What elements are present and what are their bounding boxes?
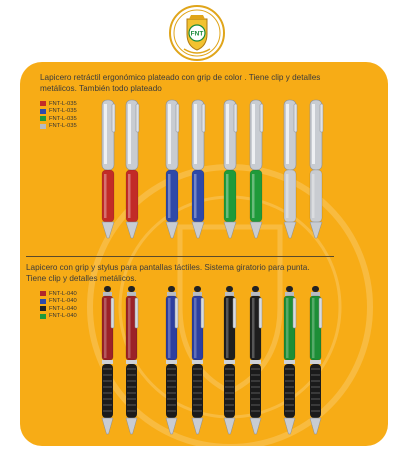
code-label: FNT-L-035: [49, 123, 77, 130]
catalog-card: [20, 62, 388, 446]
section2-description: Lapicero con grip y stylus para pantallas táctiles. Sistema giratorio para punta. Tiene clip y detalles metálicos.: [26, 263, 310, 283]
code-label: FNT-L-035: [49, 115, 77, 122]
section-divider: [26, 256, 334, 257]
section2-code-list: [40, 290, 77, 320]
code-item: [40, 290, 77, 298]
pen-image: [284, 100, 297, 238]
section2-pen-images: [100, 284, 330, 444]
color-swatch: [40, 306, 46, 311]
color-swatch: [40, 314, 46, 319]
code-item: [40, 298, 77, 306]
code-item: [40, 313, 77, 321]
color-swatch: [40, 124, 46, 129]
company-logo: [168, 4, 226, 62]
code-item: [40, 123, 77, 131]
pen-image: [166, 100, 179, 238]
pen-image: [224, 286, 236, 434]
pen-image: [224, 100, 237, 238]
pen-image: [250, 286, 262, 434]
code-label: FNT-L-035: [49, 108, 77, 115]
code-item: [40, 100, 77, 108]
pen-image: [192, 286, 204, 434]
pen-image: [310, 100, 323, 238]
code-item: [40, 115, 77, 123]
pen-image: [126, 100, 139, 238]
code-label: FNT-L-040: [49, 305, 77, 312]
section1-pen-images: [100, 98, 330, 246]
section1-description: Lapicero retráctil ergonómico plateado con grip de color . Tiene clip y detalles metálicos. También todo plateado: [40, 73, 321, 93]
pen-image: [284, 286, 296, 434]
color-swatch: [40, 291, 46, 296]
code-label: FNT-L-040: [49, 290, 77, 297]
color-swatch: [40, 299, 46, 304]
color-swatch: [40, 101, 46, 106]
pen-image: [310, 286, 322, 434]
logo-text: FNT: [190, 30, 204, 38]
code-label: FNT-L-040: [49, 298, 77, 305]
code-label: FNT-L-040: [49, 313, 77, 320]
code-label: FNT-L-035: [49, 100, 77, 107]
section1-code-list: [40, 100, 77, 130]
pen-image: [192, 100, 205, 238]
pen-image: [126, 286, 138, 434]
code-item: [40, 305, 77, 313]
pen-image: [166, 286, 178, 434]
pen-image: [102, 286, 114, 434]
color-swatch: [40, 109, 46, 114]
color-swatch: [40, 116, 46, 121]
code-item: [40, 108, 77, 116]
pen-image: [102, 100, 115, 238]
pen-image: [250, 100, 263, 238]
